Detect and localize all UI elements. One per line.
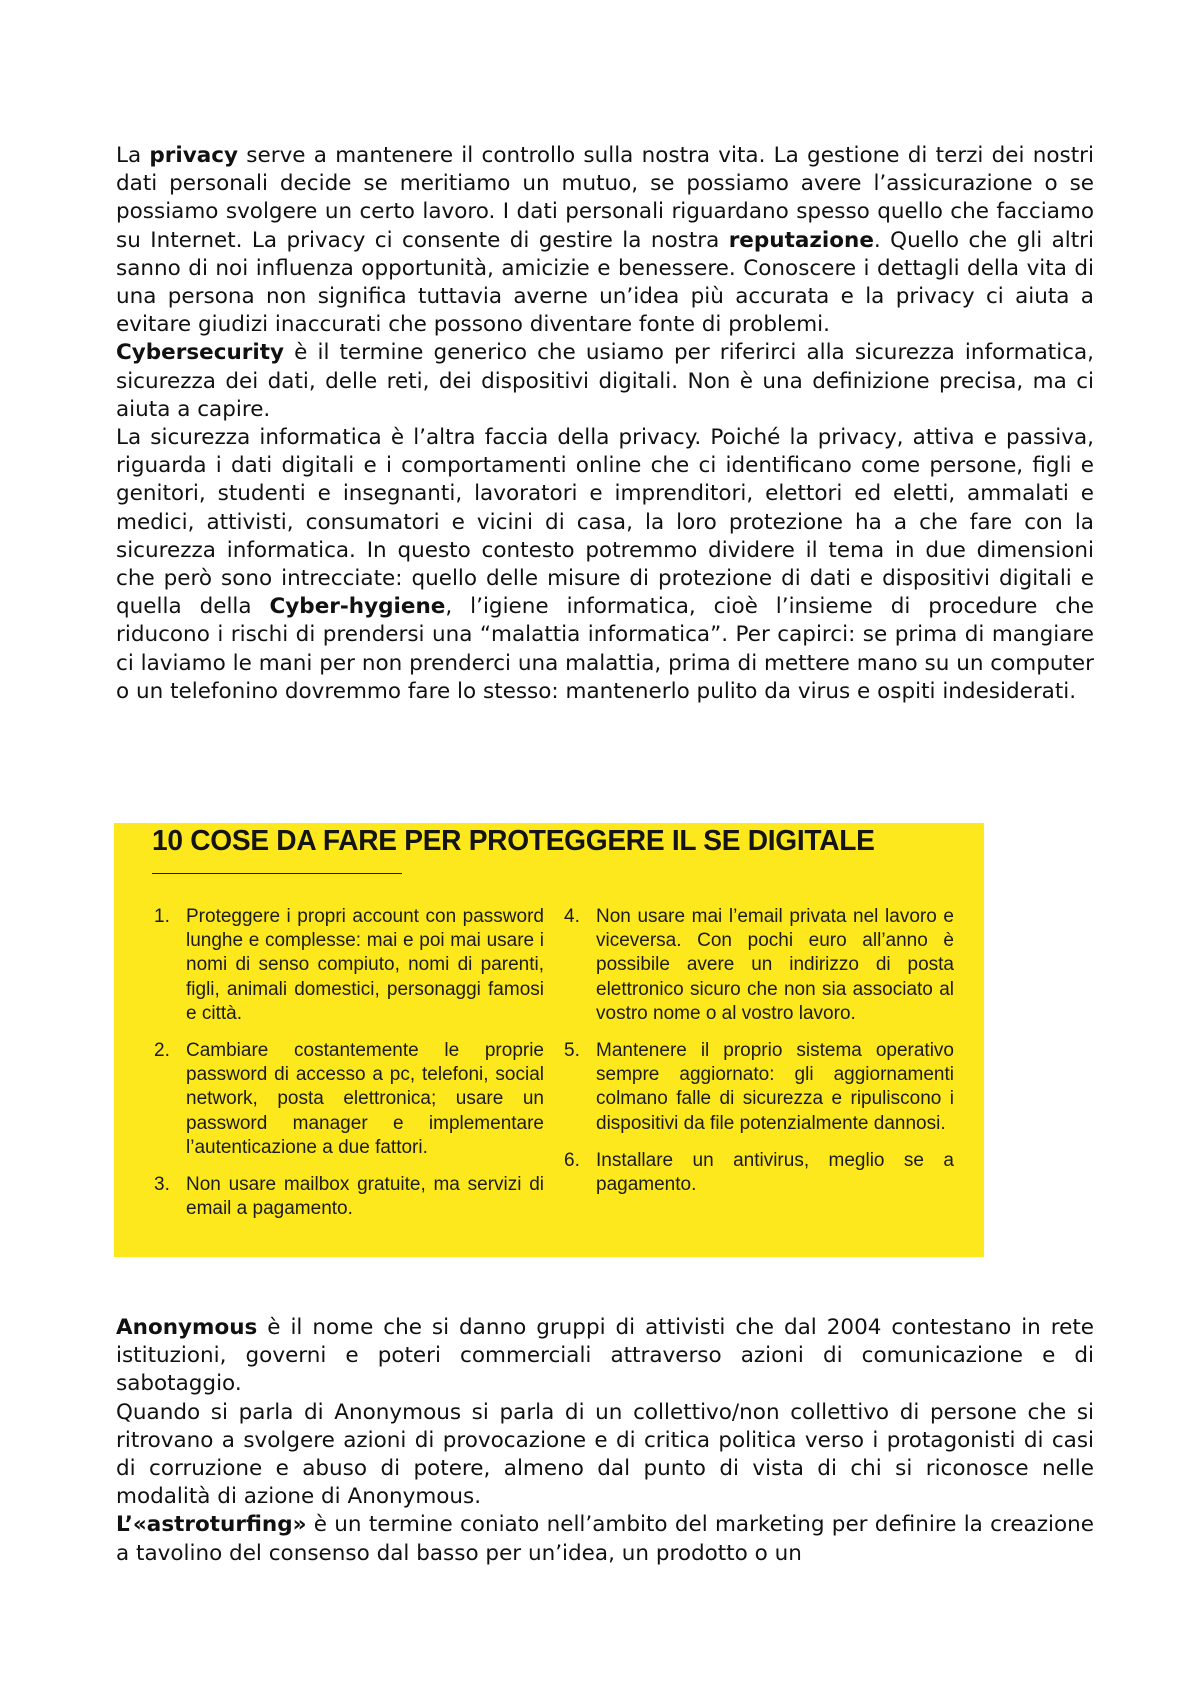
text-run: Proteggere i propri account con password lunghe e complesse: [186, 906, 544, 952]
paragraph: [116, 1314, 1094, 1399]
tips-column-right: [564, 905, 954, 1210]
text-run: Non usare mailbox gratuite, ma servizi di email a pagamento.: [186, 1174, 544, 1220]
text-run: . Quello che gli altri sanno di noi influenza opportunità, amicizie e benessere. Conoscere i dettagli della vita di una persona non significa tuttavia averne un’idea più accurata e la privacy ci aiuta a evitare giudizi inaccurati che possono diventare fonte di problemi.: [116, 227, 1094, 338]
body-text-bottom: [116, 1314, 1094, 1568]
tip-item: [154, 1039, 544, 1160]
text-run: La: [116, 143, 150, 168]
tip-item: [564, 905, 954, 1026]
text-run: è il nome che si danno gruppi di attivisti che dal 2004 contestano in rete istituzioni, governi e poteri commerciali attraverso azioni di comunicazione e di sabotaggio.: [116, 1315, 1094, 1397]
tip-text: [596, 906, 954, 1024]
paragraph: [116, 424, 1094, 706]
tip-text: [186, 1040, 544, 1158]
title-underline: [152, 873, 402, 874]
infographic-box: [114, 823, 984, 1257]
tip-number: 1.: [154, 906, 170, 927]
tip-item: [564, 1149, 954, 1197]
tip-text: [186, 1174, 544, 1219]
text-run: : mai e poi mai usare i nomi di senso compiuto, nomi di parenti, figli, animali domestici, personaggi famosi e città.: [186, 930, 544, 1024]
bold-term: reputazione: [728, 227, 874, 253]
infographic-title: 10 COSE DA FARE PER PROTEGGERE IL SE DIGITALE: [152, 825, 875, 857]
tip-number: 4.: [564, 906, 580, 927]
tip-text: [186, 906, 544, 1024]
text-run: serve a mantenere il controllo sulla nostra vita. La gestione di terzi dei nostri dati personali decide se meritiamo un mutuo, se possiamo avere l’assicurazione o se possiamo svolgere un certo lavoro. I dati personali riguardano spesso quello che facciamo su Internet. La privacy ci consente di gestire la nostra: [116, 143, 1094, 253]
tip-number: 2.: [154, 1040, 170, 1062]
text-run: Quando si parla di Anonymous si parla di un collettivo/non collettivo di persone che si ritrovano a svolgere azioni di provocazione e di critica politica verso i protagonisti di casi di corruzione e abuso di potere, almeno dal punto di vista di chi si riconosce nelle modalità di azione di Anonymous.: [116, 1399, 1094, 1510]
text-run: Mantenere il proprio sistema operativo sempre aggiornato: [596, 1040, 954, 1086]
text-run: Cambiare costantemente le proprie password di accesso a pc, telefoni, social network, posta elettronica; usare un password manager e implementare l’autenticazione a due fattori.: [186, 1040, 544, 1158]
text-run: è un termine coniato nell’ambito del marketing per definire la creazione a tavolino del consenso dal basso per un’idea, un prodotto o un: [116, 1512, 1094, 1566]
tip-text: [596, 1150, 954, 1195]
tip-item: [564, 1039, 954, 1136]
tips-column-left: [154, 905, 544, 1234]
body-text-top: [116, 142, 1094, 706]
bold-term: privacy: [149, 143, 239, 168]
text-run: Installare un antivirus, meglio se a pagamento.: [596, 1149, 954, 1196]
text-run: La sicurezza informatica è l’altra faccia della privacy. Poiché la privacy, attiva e passiva, riguarda i dati digitali e i comportamenti online che ci identificano come persone, figli e genitori, studenti e insegnanti, lavoratori e imprenditori, elettori ed eletti, ammalati e medici, attivisti, consumatori e vicini di casa, la loro protezione ha a che fare con la sicurezza informatica. In questo contesto potremmo dividere il tema in due dimensioni che però sono intrecciate: quello delle misure di protezione di dati e dispositivi digitali e quella della: [116, 425, 1094, 620]
bold-term: L’«astroturfing»: [116, 1512, 307, 1538]
tip-number: 6.: [564, 1149, 580, 1171]
paragraph: [116, 142, 1094, 339]
paragraph: [116, 1399, 1094, 1512]
tip-text: [596, 1040, 954, 1134]
text-run: Non usare mai l’email privata nel lavoro e viceversa. Con pochi euro all’anno è possibile avere un indirizzo di posta elettronico sicuro che non sia associato al vostro nome o al vostro lavoro.: [596, 906, 954, 1024]
bold-term: Cybersecurity: [116, 340, 285, 366]
bold-term: Anonymous: [116, 1315, 258, 1340]
text-run: : gli aggiornamenti colmano falle di sicurezza e ripuliscono i dispositivi da file potenzialmente dannosi.: [596, 1064, 954, 1134]
paragraph: [116, 1511, 1094, 1567]
bold-term: Cyber-hygiene: [269, 594, 446, 620]
text-run: è il termine generico che usiamo per riferirci alla sicurezza informatica, sicurezza dei dati, delle reti, dei dispositivi digitali. Non è una definizione precisa, ma ci aiuta a capire.: [116, 340, 1094, 422]
tip-item: [154, 905, 544, 1026]
tip-number: 3.: [154, 1174, 170, 1196]
tip-item: [154, 1173, 544, 1221]
tip-number: 5.: [564, 1040, 580, 1062]
text-run: , l’igiene informatica, cioè l’insieme di procedure che riducono i rischi di prendersi una “malattia informatica”. Per capirci: se prima di mangiare ci laviamo le mani per non prenderci una malattia, prima di mettere mano su un computer o un telefonino dovremmo fare lo stesso: mantenerlo pulito da virus e ospiti indesiderati.: [116, 594, 1094, 704]
paragraph: [116, 339, 1094, 424]
